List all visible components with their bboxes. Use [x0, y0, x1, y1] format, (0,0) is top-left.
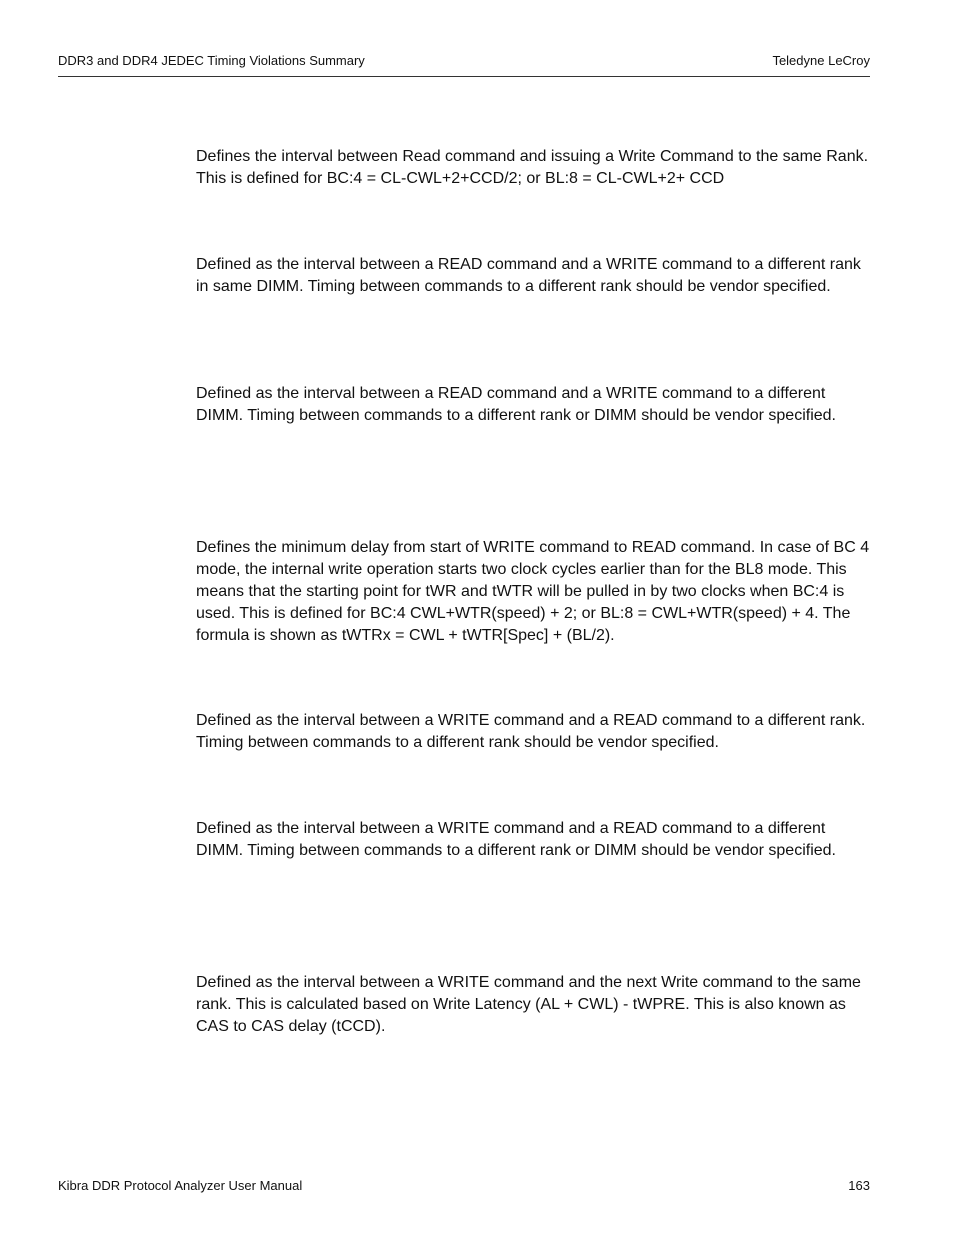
definition-read-to-write-same-rank: Defines the interval between Read command and issuing a Write Command to the same Rank. This is defined for BC:4 = CL-CWL+2+CCD/2; or BL:8 = CL-CWL+2+ CCD	[196, 148, 869, 187]
header-company-name: Teledyne LeCroy	[772, 53, 870, 68]
definition-write-to-read-different-rank: Defined as the interval between a WRITE command and a READ command to a different rank. Timing between commands to a different rank should be vendor specified.	[196, 712, 866, 751]
page-header	[58, 52, 870, 77]
page-footer	[58, 1178, 870, 1196]
header-document-title: DDR3 and DDR4 JEDEC Timing Violations Summary	[58, 53, 365, 68]
footer-manual-title: Kibra DDR Protocol Analyzer User Manual	[58, 1178, 303, 1193]
definition-read-to-write-different-rank: Defined as the interval between a READ command and a WRITE command to a different rank in same DIMM. Timing between commands to a different rank should be vendor specified.	[196, 256, 861, 295]
definition-write-to-read-different-dimm: Defined as the interval between a WRITE command and a READ command to a different DIMM. Timing between commands to a different rank or DIMM should be vendor specified.	[196, 820, 836, 859]
definition-write-to-read-same-rank: Defines the minimum delay from start of WRITE command to READ command. In case of BC 4 mode, the internal write operation starts two clock cycles earlier than for the BL8 mode. This means that the starting point for tWR and tWTR will be pulled in by two clocks when BC:4 is used. This is defined for BC:4 CWL+WTR(speed) + 2; or BL:8 = CWL+WTR(speed) + 4. The formula is shown as tWTRx = CWL + tWTR[Spec] + (BL/2).	[196, 539, 870, 644]
page-number: 163	[848, 1178, 870, 1193]
definition-write-to-write-same-rank: Defined as the interval between a WRITE command and the next Write command to the same rank. This is calculated based on Write Latency (AL + CWL) - tWPRE. This is also known as CAS to CAS delay (tCCD).	[196, 974, 861, 1035]
definition-read-to-write-different-dimm: Defined as the interval between a READ command and a WRITE command to a different DIMM. Timing between commands to a different rank or DIMM should be vendor specified.	[196, 385, 836, 424]
